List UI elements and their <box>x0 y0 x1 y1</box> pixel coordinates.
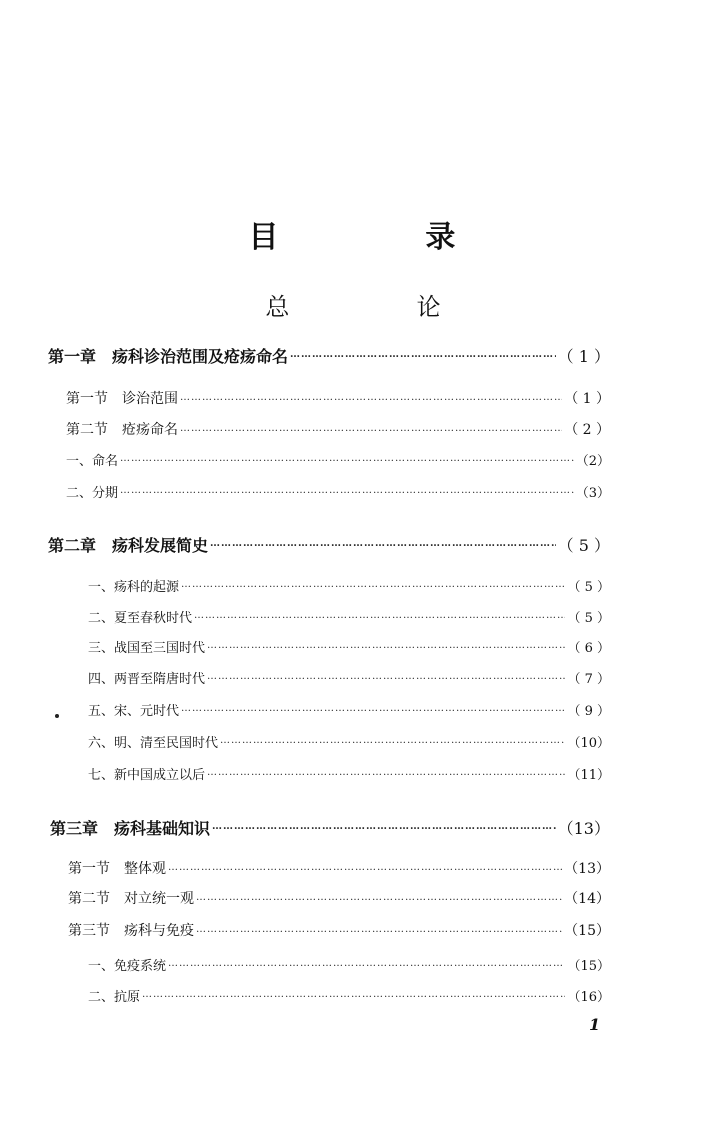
dot-leader <box>142 983 565 1007</box>
toc-entry-page: （ 2 ） <box>564 422 610 438</box>
toc-entry-item[interactable] <box>88 573 610 597</box>
toc-entry-chapter-3[interactable] <box>50 815 610 839</box>
toc-entry-chapter-1[interactable] <box>48 343 610 367</box>
dot-leader <box>120 447 574 471</box>
toc-entry-page: （ 6 ） <box>567 640 610 656</box>
dot-leader <box>180 417 562 441</box>
toc-entry-label: 二、分期 <box>66 485 119 501</box>
dot-leader <box>207 761 565 785</box>
toc-entry-label: 一、疡科的起源 <box>88 579 180 595</box>
toc-entry-label: 第一节 整体观 <box>68 861 166 877</box>
dot-leader <box>220 729 565 753</box>
toc-entry-label: 第二章 疡科发展简史 <box>48 535 209 555</box>
toc-entry-page: （15） <box>567 958 610 974</box>
toc-entry-item[interactable] <box>88 665 610 689</box>
page-number: 1 <box>589 1015 601 1034</box>
dot-leader <box>120 479 574 503</box>
toc-entry-item[interactable] <box>88 604 610 628</box>
toc-entry-page: （ 7 ） <box>567 671 610 687</box>
dot-leader <box>210 532 556 556</box>
dot-leader <box>290 343 556 367</box>
toc-entry-page: （16） <box>567 989 610 1005</box>
toc-entry-label: 二、夏至春秋时代 <box>88 610 193 626</box>
toc-entry-section[interactable] <box>68 856 610 880</box>
toc-entry-label: 一、命名 <box>66 453 119 469</box>
toc-entry-page: （ 5 ） <box>557 535 610 555</box>
toc-entry-page: （13） <box>557 818 610 838</box>
toc-entry-page: （14） <box>564 891 610 907</box>
toc-entry-section[interactable] <box>68 918 610 942</box>
toc-entry-section[interactable] <box>66 417 610 441</box>
toc-title: 目 录 <box>248 220 458 255</box>
toc-part-heading: 总 论 <box>265 293 441 321</box>
toc-entry-page: （13） <box>564 861 610 877</box>
toc-entry-item[interactable] <box>88 983 610 1007</box>
toc-entry-page: （2） <box>575 453 610 469</box>
toc-entry-page: （ 9 ） <box>567 703 610 719</box>
dot-leader <box>207 665 565 689</box>
dot-leader <box>212 815 556 839</box>
toc-entry-page: （15） <box>564 923 610 939</box>
toc-entry-label: 第三节 疡科与免疫 <box>68 923 194 939</box>
toc-entry-label: 二、抗原 <box>88 989 141 1005</box>
toc-entry-chapter-2[interactable] <box>48 532 610 556</box>
toc-entry-page: （11） <box>567 767 610 783</box>
toc-entry-page: （3） <box>575 485 610 501</box>
toc-entry-label: 三、战国至三国时代 <box>88 640 206 656</box>
toc-entry-page: （ 1 ） <box>564 391 610 407</box>
toc-entry-label: 七、新中国成立以后 <box>88 767 206 783</box>
scan-speck <box>55 714 59 718</box>
toc-entry-section[interactable] <box>66 386 610 410</box>
dot-leader <box>196 918 562 942</box>
toc-entry-page: （ 5 ） <box>567 610 610 626</box>
dot-leader <box>168 856 562 880</box>
toc-entry-label: 第一节 诊治范围 <box>66 391 178 407</box>
toc-entry-item[interactable] <box>66 479 610 503</box>
dot-leader <box>180 386 562 410</box>
dot-leader <box>168 952 565 976</box>
toc-entry-label: 第三章 疡科基础知识 <box>50 818 211 838</box>
toc-entry-item[interactable] <box>88 761 610 785</box>
toc-entry-label: 第一章 疡科诊治范围及疮疡命名 <box>48 346 289 366</box>
dot-leader <box>194 604 565 628</box>
toc-entry-item[interactable] <box>88 729 610 753</box>
toc-entry-label: 第二节 疮疡命名 <box>66 422 178 438</box>
toc-entry-label: 六、明、清至民国时代 <box>88 735 219 751</box>
toc-entry-label: 四、两晋至隋唐时代 <box>88 671 206 687</box>
toc-entry-label: 五、宋、元时代 <box>88 703 180 719</box>
toc-entry-item[interactable] <box>88 952 610 976</box>
toc-entry-page: （ 5 ） <box>567 579 610 595</box>
toc-entry-label: 第二节 对立统一观 <box>68 891 194 907</box>
toc-entry-section[interactable] <box>68 886 610 910</box>
toc-entry-page: （10） <box>567 735 610 751</box>
toc-entry-item[interactable] <box>66 447 610 471</box>
dot-leader <box>207 634 565 658</box>
toc-entry-item[interactable] <box>88 697 610 721</box>
dot-leader <box>181 573 565 597</box>
dot-leader <box>181 697 565 721</box>
toc-entry-label: 一、免疫系统 <box>88 958 167 974</box>
toc-entry-item[interactable] <box>88 634 610 658</box>
dot-leader <box>196 886 562 910</box>
toc-entry-page: （ 1 ） <box>557 346 610 366</box>
